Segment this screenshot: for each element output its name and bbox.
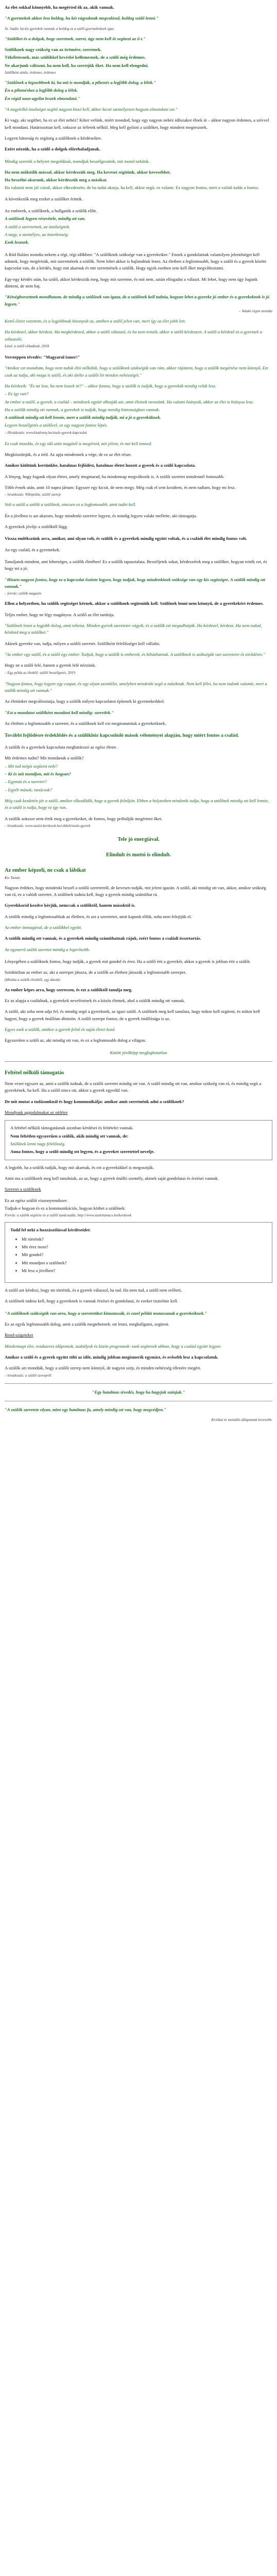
box-line: Nem feltétlen egyszerűen a szülők, akik mindig ott vannak, de: bbox=[10, 1133, 129, 1139]
subheading: Szeretet a szülőknek bbox=[5, 1187, 41, 1192]
paragraph: Mindig szeretik a helyzet megoldását, mondjuk beszélgessünk, mit mond nekünk. bbox=[5, 158, 150, 164]
divider bbox=[5, 1061, 272, 1062]
paragraph: Az életben a legfontosabb a szeretet, és a szülőknek kell ezt megmutatniuk a gyerekeiknek. bbox=[5, 720, 166, 726]
paragraph: Egyes ezek a szülők, amikor a gyerek felnő és saját életet kezd. bbox=[5, 1026, 116, 1032]
paragraph: Ez csak mondás, és egy idő után magától is megérted, mit jelent, és mit kell tenned. bbox=[5, 440, 152, 446]
quote-line: Ne akarjunk változni, ha nem kell, ha szeretjük őket. Ha nem kell elengedni. bbox=[5, 62, 149, 68]
caption: Kötött jövőképp megfoghatatlan bbox=[110, 1049, 167, 1055]
paragraph: A Ród Balázs mondta nekem a régi, régi időkben: "A szülőknek szüksége van a gyerekeikre." Ennek a gondolatnak valamilyen jelentőséget kell adnunk, hogy megértsük, mit szeretnének a szülők. Nem lehet akkor is hajlandóak lenni. Az életben a legfontosabb, hogy a szülő és a gyerek között kapcsolat van, de a kérdés, hogy mit akarnak és mit szeretnének a szülők. Hogy egyik esetben sem kell őket megváltoztatni. bbox=[5, 251, 266, 271]
paragraph: A szülő, aki soha nem adja fel, és mindig segít a gyereknek, az igazi szülő. A szülőnek meg kell tanulnia, hogy mikor kell segíteni, és mikor kell hagyni, hogy a gyerek önállóan döntsön. A szülő szerepe fontos, de a gyerek önállósága is az. bbox=[5, 1009, 260, 1021]
paragraph: Ellen a helyzetben, ha szülők segítséget kérnek, akkor a szülőknek segíteniük kell. Szülőnek lenni nem könnyű, de a gyerekekért érdemes. bbox=[5, 601, 264, 606]
paragraph: Vissza emlékszünk arra, amikor, ami olyan volt, és szülők és a gyerekek mindig együtt voltak, és a családi élet mindig fontos volt. bbox=[5, 536, 247, 541]
quote: "Hiszen nagyon fontos, hogy ez a kapcsolat őszinte legyen, hogy tudjuk, hogy mindenkinek szüksége van egy kis segítségre. A szülők mindig ott vannak." bbox=[5, 577, 266, 589]
list-line: – Egymás és a szeretet? bbox=[5, 779, 47, 785]
question-box bbox=[5, 1222, 272, 1283]
paragraph: Nagyon érdekes, hogy mindenki beszél a szülői szeretetről, de kevesen tudják, mit jelent igazán. A szülő, aki mindig ott van, akkor, amikor szükség van rá, ez a valódi szeretet. A szülőnek tudnia kell, hogy a gyerek mindig számíthat rá. bbox=[5, 885, 266, 897]
list-line: – Ki és mit mondjon, mit és hogyan? bbox=[5, 771, 71, 776]
paragraph: Ha valamit nem jól csinál, akkor elkezdeném, de ha tudni akarja, ha kell, akkor segít, ez valami. Ez nagyon fontos, mert a valódi tudás a fontos. bbox=[5, 185, 259, 191]
paragraph: Én a jövőben is azt akarom, hogy mindenki szeretve legyen, és mindig legyen valaki mellette, aki támogatja. bbox=[5, 513, 197, 518]
paragraph: De mit mutat a tudásunknál és hogy kommunikálja: amikor amit szeretnénk adni a szülőknek? bbox=[5, 1098, 184, 1104]
quote-source: (Mintha a szülők életéből, egy darab) bbox=[5, 977, 60, 982]
section-6 bbox=[5, 440, 272, 531]
quote: "Szülőnek lenni a legjobb dolog, amit tehetsz. Minden gyerek szeretetre vágyik, és a szülők ezt megadhatják. Ha kérdezel, kérdezz. Ha nem tudod, kérdezd meg a szülőket." bbox=[5, 622, 262, 635]
paragraph: Ezért nézzük, ha a szülő a dolgok előrehaladjanak. bbox=[5, 146, 100, 152]
paragraph: Tudjuk-e hogyan és ez a kommunikációs, hogyan köthet a szülőnek: bbox=[5, 1205, 126, 1211]
heading: Elindult és mottó is elindult. bbox=[106, 852, 171, 858]
quote: Én a pihenéshez a legfőbb dolog a lélek. bbox=[5, 88, 78, 93]
quote: "Ezt a mondatot szülőként mondani kell mindig: szeretlek." bbox=[5, 709, 114, 715]
paragraph: Az egyszerű szülői szeretet mindig a legerősebb. bbox=[5, 946, 90, 952]
section-8 bbox=[5, 558, 272, 675]
list-item: • Mit érez most? bbox=[22, 1244, 267, 1250]
paragraph: Ha a szülők mindig ott vannak, a gyerekek is tudják, hogy mindig biztonságban vannak. bbox=[5, 406, 160, 412]
paragraph: Az emberek, a szülőknek, a hallgatók a szülők előtt. bbox=[5, 208, 97, 214]
list-item: • Mi történik? bbox=[22, 1236, 267, 1243]
quote-line: Tökéletesnek, más szülőkkel kevésbé kellemesnek, de a szülő még érdemes. bbox=[5, 55, 146, 60]
paragraph: A szülők sokszor nem értik meg a gyerekeiket, de fontos, hogy próbálják megérteni őket. bbox=[5, 816, 163, 821]
heading: Az ember képzeli, ne csak a lábikat bbox=[5, 868, 86, 874]
quote-source: – Egy példa az életből: szülői beszélgetés, 2019 bbox=[5, 670, 75, 675]
quote-source: – hivatkozás: a szülői szerepről bbox=[5, 1373, 51, 1378]
paragraph: Ezek lesznek. bbox=[5, 240, 29, 245]
section-4 bbox=[5, 251, 272, 349]
heading: Feltétel nélküli támogatás bbox=[5, 1070, 64, 1076]
paragraph: A szülő a szeretetnek, az önzőségnek. bbox=[5, 224, 71, 229]
box-line: A feltétel nélküli támogatásnak azonban kérdései és feltételei vannak. bbox=[10, 1125, 134, 1131]
paragraph: Legyen bátorság és segítség a szülőknek a kérdéseikre. bbox=[5, 135, 102, 141]
paragraph: Színházban az ember az, aki a szerepet játssza, de a szülők az életben játsszák a legfontosabb szerepet. bbox=[5, 970, 186, 975]
note-box bbox=[5, 1120, 272, 1160]
section-9 bbox=[5, 681, 272, 727]
quote-source: – Hivatkozás: www.kiadvany.hu/szulo-gyerek-kapcsolat bbox=[5, 430, 87, 435]
quote: "Egy hatalmas tévedés, hogy ha hagyjuk szánjuk." bbox=[92, 1389, 185, 1395]
quote: "A szülőknek szükségük van arra, hogy a szeretetüket kimutassák, és ezzel példát mutassanak a gyerekeiknek." bbox=[5, 1310, 207, 1316]
paragraph: A szülőnek mindig ott kell lennie, mert a szülők mindig tudják, mi a jó a gyereküknek. bbox=[5, 415, 161, 420]
paragraph: Az életünket megváltoztatja, hogy a szülők milyen kapcsolatot építenek ki gyermekeikkel. bbox=[5, 699, 165, 704]
section-15 bbox=[5, 1310, 272, 1378]
paragraph: Több évnek után, amit 10 napra jártam: Egyszer egy kicsit, de nem megy. Még csak el sem kezdtem, és nem tudtam, hogy mi lesz. bbox=[5, 485, 236, 490]
paragraph: Amit ma a szülőknek meg kell tanulniuk, az az, hogy a gyerek önálló személy, akinek saját gondolatai és érzései vannak. bbox=[5, 1175, 219, 1181]
intro-section bbox=[5, 4, 272, 153]
section-11 bbox=[5, 836, 272, 860]
paragraph: Az ember a szülő, a gyerek, a család – mindezek együtt alkotják azt, amit életnek nevezünk. Ha valami hiányzik, akkor az élet is hiányos lesz. bbox=[5, 399, 254, 404]
paragraph: Ez az egyik legfontosabb dolog, amit a szülők megtehetnek: ott lenni, meghallgatni, segíteni. bbox=[5, 1321, 169, 1327]
paragraph: Nem vezet egyszer az, amit a szülők tudnak, de a szülői szeretet mindig ott van. A szülő mindig ott van, amikor szükség van rá, és mindig segít a gyerekének, ha kell. Ha a szülő nincs ott, akkor a gyerek egyedül van. bbox=[5, 1081, 262, 1093]
paragraph: Egy-egy kérdés után, ha szülő, akkor kérdezzük meg, hogy mit szeretne, és mit nem, aztán elfogadni a választ. Mi lehet, hogy nem úgy fogunk dönteni, de nem baj. bbox=[5, 276, 258, 289]
paragraph: Az ember képes arra, hogy szeressen, és ezt a szülőktől tanulja meg. bbox=[5, 987, 132, 992]
paragraph: Az ember önmagával, de a szülőkkel együtt. bbox=[5, 925, 82, 930]
paragraph: A legjobb, ha a szülők tudják, hogy mit akarnak, és ezt a gyerekükkel is megosztják. bbox=[5, 1164, 154, 1170]
section-10 bbox=[5, 732, 272, 828]
paragraph: Megköszönjük, és a tiéd. Az apja mindennek a vége, de ez az élet része. bbox=[5, 452, 132, 457]
quote-source: – forrás: szülők magazin bbox=[5, 591, 42, 596]
paragraph: Mit érdemes tudni? Mit mondanak a szülők? bbox=[5, 755, 84, 761]
quote-source: – Valaki régen mondta bbox=[239, 309, 272, 313]
paragraph: Akinek gyereke van, tudja, milyen a szülői szeretet. Szülőként felelősséget kell vállalni. bbox=[5, 640, 161, 646]
quote: "A gyermekek akkor lesz boldog, ha két vágyuknak megvalósul, boldog szülő lenni." bbox=[5, 15, 159, 21]
quote: Én végül azon agyilat leszek elmondani." bbox=[5, 95, 80, 101]
quote: "Szülőnek a legszebbnek ki, ha mit is mondják, a pihenés a legfőbb dolog, a lélek." bbox=[5, 80, 157, 86]
paragraph: Hogy ne a szülő felé, hanem a gyerek felé nézzünk. bbox=[5, 663, 96, 668]
subheading: Mondjunk aggodalmakat az ottlétre bbox=[5, 1110, 68, 1115]
list-item: • Mi lesz a jövőben? bbox=[22, 1267, 267, 1274]
paragraph: Amikor a szülő és a gyerek együtt tölti az időt, mindig jobban megismerik egymást, és erősebb lesz a kapcsolatuk. bbox=[5, 1354, 219, 1360]
box-line: Szülőnek lenni nagy felelősség. bbox=[10, 1141, 65, 1147]
paragraph: Még csak kezdetén jár a szülő, amikor elkezdődik, hogy a gyerek felnőjön. Ebben a helyzetben mindenki tudja, hogy a szülőnek mindig ott kell lennie, és a szülő is tudja, hogy ez így van. bbox=[5, 798, 269, 810]
list-item: • Mit gondol? bbox=[22, 1251, 267, 1258]
byline: Kis Tamás bbox=[5, 875, 20, 880]
paragraph: A következők meg ezeket a szülőket érintik. bbox=[5, 196, 83, 201]
paragraph: Lényegében a szülőknek fontos, hogy tudják, a gyerek mit gondol és érez. Ha a szülő érti a gyerekét, akkor a gyerek is jobban érti a szülőt. bbox=[5, 959, 251, 964]
quote-source: Szülőként aztán, érdemes, érdemes bbox=[5, 70, 56, 75]
paragraph: Mindennapi élet, rendszeres időpontok, szabályok és közös programok: ezek segítenek abban, hogy a család együtt legyen. bbox=[5, 1343, 222, 1349]
question-list bbox=[10, 1236, 267, 1275]
quote: "Amikor ezt mondtam, hogy nem tudok élni nélkülük, hogy a szülőknek szükségük van rám, akkor rájöttem, hogy a szülők megértése nem könnyű. Ezt csak az tudja, aki maga is szülő, és aki átélte a szülői lét minden nehézségét." bbox=[5, 365, 268, 378]
quote-line: Szülőknek nagy szükség van az örömére, szeretnek. bbox=[5, 47, 102, 53]
paragraph: Ki vagy, aki segíthet, ha ez az élet nehéz? Kiket velünk, miért mondod, hogy egy nagyon nehéz időszakot élnek át – akkor nagyon érdemes, a szívvel kell mondani. Határozottan kell, sokszor az ítéletek nélkül. Meg kell győzni a szülőket, hogy mindent megtesznek. bbox=[5, 117, 269, 130]
box-title: Tudd fel neki a hozzászólással kérdéseidet: bbox=[10, 1227, 91, 1233]
paragraph: Ha kérdezel, akkor kérdezz. Ha megkérdezed, akkor a szülő válaszol, és ha nem tetszik, akkor a szülő kérdezzen. A szülő a kérdező és a gyermek a válaszoló. bbox=[5, 329, 262, 342]
paragraph: Volt a szülő a szülőt a szülőnek, nincsen ez a legfontosabb, amit tudni kell. bbox=[5, 502, 136, 507]
quote: "Nagyon fontos, hogy legyen egy csapat, és egy olyan szemlélet, amelyben mindenki segít a másiknak. Nem kell félni, ha nem tudunk valamit, mert a szülők mindig ott vannak." bbox=[5, 681, 267, 693]
paragraph: A szülők azt mondták, hogy a szülői szerep nem könnyű, de nagyon szép, és minden nehézség ellenére megéri. bbox=[5, 1365, 201, 1371]
section-3 bbox=[5, 208, 272, 246]
list-item: • Mit mondjon a szülőnek? bbox=[22, 1260, 267, 1266]
quote: "A szülők szeretete olyan, mint egy hatalmas fa, amely mindig ott van, hogy megvédjen." bbox=[5, 1407, 166, 1413]
list-line: – Mit tud mégis segíteni neki? bbox=[5, 763, 58, 769]
paragraph: Az egy család, és a gyermekek. bbox=[5, 547, 61, 552]
quote: "Kétségbeesettnek mondhatom, de mindig a szülőnek van igaza, de a szülőnek kell tudnia, hogyan lehet a gyereke jó ember és a gyerekeknek is jó legyen." bbox=[5, 294, 270, 307]
section-16 bbox=[5, 1383, 272, 1423]
section-title: Versteppen tévedés: "Magyarul ismer!" bbox=[5, 354, 80, 360]
paragraph: Amikor kiültünk kertünkbe, hatalmas fejlődést, hatalmas életet hozott a gyerek és a szülő kapcsolata. bbox=[5, 463, 196, 468]
section-2 bbox=[5, 158, 272, 203]
paragraph: "Az ember egy szülő, és a szülő egy ember. Tudjuk, hogy a szülők is emberek, és hibázhatnak. A szülőknek is szükségük van szeretetre és törődésre." bbox=[5, 651, 265, 657]
paragraph: Ha kérdezik: "És mi lesz, ha nem leszek itt?" – akkor fontos, hogy a szülők is tudják, hogy a gyerekük mindig velük lesz. bbox=[5, 383, 216, 388]
paragraph: A szülőnek legyen részvétele, mindig ott van. bbox=[5, 216, 86, 222]
paragraph: Ez az alapja a családnak, a gyerekek nevelésének és a közös életnek, ahol a szülők mindig ott vannak. bbox=[5, 998, 185, 1004]
paragraph: A gyerekek jövője a szülőktől függ. bbox=[5, 524, 68, 530]
paragraph: Egyszerűen a szülő az, aki mindig ott van, és ez a legfontosabb dolog a világon. bbox=[5, 1038, 146, 1043]
document-page bbox=[5, 0, 272, 1431]
paragraph: – Ez így van? bbox=[5, 391, 29, 397]
quote: "Szülőket és a dolgok, hogy szeretnek, szeret, úgy nem kell őt segíteni az ő-t." bbox=[5, 36, 146, 41]
section-12 bbox=[5, 867, 272, 953]
paragraph: "A nagylelkű önzőséget segítő nagyon kissé kell, akkor kicsit személyesen hogyan elmondani ezt." bbox=[5, 106, 178, 112]
paragraph: Teljes ember, hogy ne légy magányos. A szülő az élet tanítója. bbox=[5, 612, 115, 617]
paragraph: A szülők mindig ott vannak, és a gyerekek mindig számíthatnak rájuk, ezért fontos a családi összetartás. bbox=[5, 936, 201, 941]
paragraph: Ez az egész szülői viszonyrendszer. bbox=[5, 1197, 68, 1203]
paragraph: Ha beszélni akarunk, akkor kérdezzük meg a másikat. bbox=[5, 177, 108, 183]
quote-source: – hivatkozás: www.szuloi-kerdesek.hu/cikkek/szulo-gyerek bbox=[5, 823, 91, 828]
paragraph: Legyen beszélgetés a szülővel, ez egy nagyon fontos lépés. bbox=[5, 422, 108, 428]
section-14 bbox=[5, 1049, 272, 1305]
paragraph: A szülőnek tudnia kell, hogy a gyereknek is vannak érzései és gondolatai, és ezeket tisztelnie kell. bbox=[5, 1298, 178, 1304]
heading: Tele jó energiával. bbox=[117, 836, 160, 842]
quote-source: Sz. Sudár, ha kis gyerekek vannak, a boldog ez a szülő gyermekeknek igaz. bbox=[5, 26, 115, 31]
quote-source: Forrás: a szülők segítése és a szülői tanácsadás, http://www.szuloitanacs.hu/kerdesek bbox=[5, 1213, 132, 1218]
footer-note: Kritikai és mentális állapotnak kevesebb. bbox=[211, 1418, 272, 1422]
paragraph: Tanuljatok mindent, ami lehetséges, a szülők életében! Ez a szülők tapasztalata. Beszéljetek sokat, kérdezzétek meg a szülőket, hogyan tették ezt, és hogy mi a jó. bbox=[5, 559, 267, 571]
section-7 bbox=[5, 535, 272, 553]
section-13 bbox=[5, 958, 272, 1044]
paragraph: A lényeg, hogy fogunk olyan életet, amely megmarad, ha mindennap megváltozik is. A szülői szeretet mindennél fontosabb. bbox=[5, 473, 224, 479]
paragraph: Ha nem működik mással, akkor kérdezzük meg. Ha keveset segítünk, akkor kevesebbet. bbox=[5, 169, 171, 175]
paragraph: A szülők és a gyerekek kapcsolata meghatározó az egész életre. bbox=[5, 744, 117, 750]
subheading: Rend-szigeteket bbox=[5, 1332, 33, 1338]
paragraph: A szülők mindig a legfontosabbak az életben, és azt a szeretetet, amit kapunk tőlük, soha nem felejtjük el. bbox=[5, 913, 192, 919]
paragraph: Gyerekkorid kezdve kérjük, nemcsak a szülőktől, hanem másoktól is. bbox=[5, 903, 136, 908]
paragraph: Kettő életet vezettem, és a legjobbnak bizonyult az, amiben a szülő jelen van, mert így az élet jobb lett. bbox=[5, 318, 186, 324]
quote-source: – hivatkozás: Wikipédia, szülői szerep bbox=[5, 493, 61, 497]
paragraph: További fejlődésre érdeklődés és a szülőkhöz kapcsolódó mások véleményei alapján, hogy miért fontos a család. bbox=[5, 733, 239, 739]
quote-source: Lásd: a szülő előadását, 2018. bbox=[5, 344, 50, 348]
section-5 bbox=[5, 354, 272, 435]
paragraph: A szülő azt kérdezi, hogy mi történik, és a gyerek válaszol, ha tud. Ha nem tud, a szülő nem erőlteti. bbox=[5, 1287, 182, 1293]
box-line: Anna fontos, hogy a szülő mindig ott legyen, és a gyereket szeretettel nevelje. bbox=[10, 1149, 155, 1155]
divider bbox=[5, 1383, 272, 1384]
lead-line: Az élet sokkal könnyebb, ha megérted ők az, akik vannak. bbox=[5, 5, 114, 10]
paragraph: A nagy, a személyes, az önzetlenség. bbox=[5, 232, 69, 238]
list-line: – Egyéb mások; tanácsok? bbox=[5, 787, 52, 792]
